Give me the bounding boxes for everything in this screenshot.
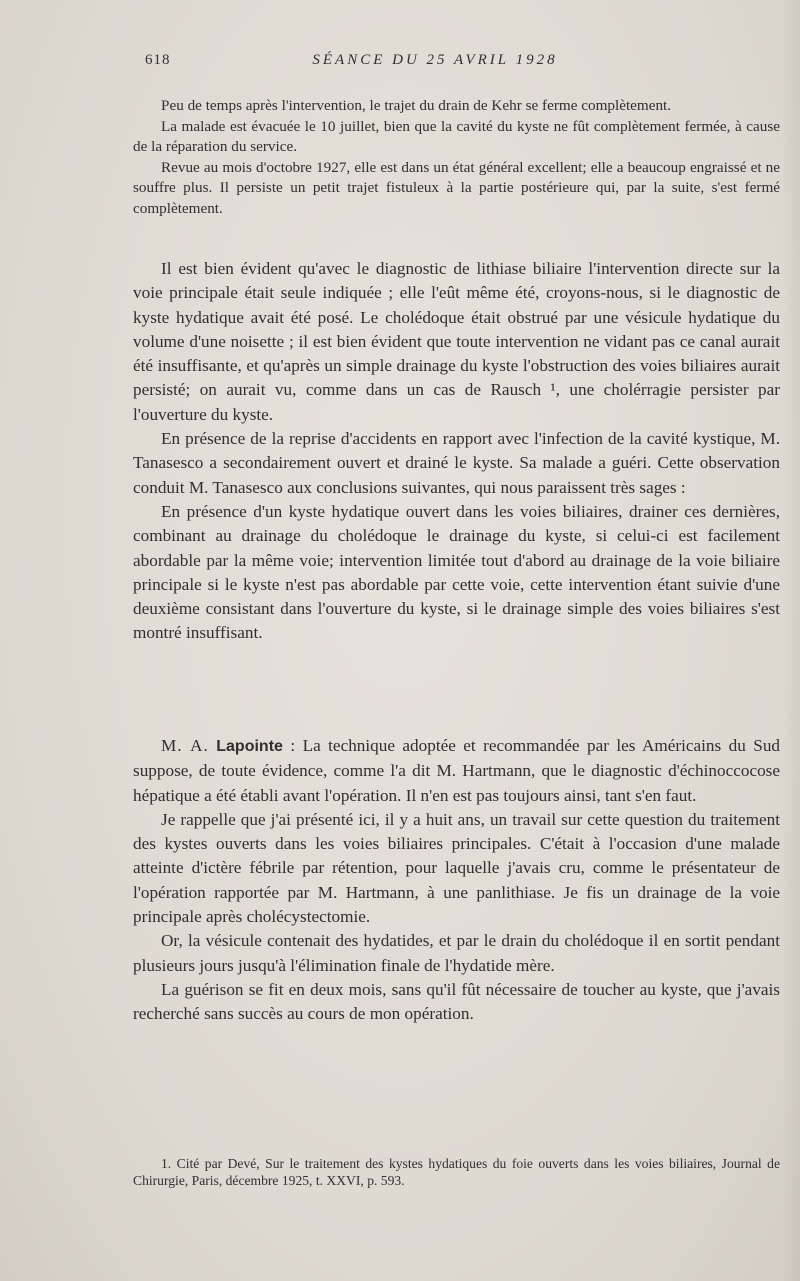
speaker-text: : La technique adoptée et recommandée par les Américains du Sud suppose, de toute évidence, comme l'a dit M. Hartmann, que le diagnostic d'échinoccocose hépatique a été établi avant l'opération. Il n'en est pas toujours ainsi, tant s'en faut. <box>133 736 781 805</box>
page-number: 618 <box>145 52 171 68</box>
paragraph: En présence d'un kyste hydatique ouvert dans les voies biliaires, drainer ces dernières, combinant au drainage du cholédoque le drainage du kyste, si celui-ci est facilement abordable par la même voie; intervention limitée tout d'abord au drainage de la voie biliaire principale si le kyste n'est pas abordable par cette voie, cette intervention étant suivie d'une deuxième consistant dans l'ouverture du kyste, si le drainage simple des voies biliaires s'est montré insuffisant. <box>133 501 780 643</box>
footnote-text: 1. Cité par Devé, Sur le traitement des kystes hydatiques du foie ouverts dans les voies biliaires, Journal de Chirurgie, Paris, décembre 1925, t. XXVI, p. 593. <box>133 1156 780 1188</box>
paragraph: Or, la vésicule contenait des hydatides, et par le drain du cholédoque il en sortit pendant plusieurs jours jusqu'à l'élimination finale de l'hydatide mère. <box>133 931 780 975</box>
paragraph: Revue au mois d'octobre 1927, elle est dans un état général excellent; elle a beaucoup engraissé et ne souffre plus. Il persiste un petit trajet fistuleux à la partie postérieure qui, par la suite, s'est fermé complètement. <box>133 158 780 217</box>
paragraph: Peu de temps après l'intervention, le trajet du drain de Kehr se ferme complètement. <box>161 97 672 114</box>
running-head <box>145 52 785 76</box>
speaker-prefix: M. A. <box>161 736 209 755</box>
footnote <box>133 1155 780 1189</box>
paragraph: La guérison se fit en deux mois, sans qu'il fût nécessaire de toucher au kyste, que j'avais recherché sans succès au cours de mon opération. <box>133 979 780 1024</box>
discussion-section <box>133 257 780 646</box>
paragraph: Il est bien évident qu'avec le diagnostic de lithiase biliaire l'intervention directe sur la voie principale était seule indiquée ; elle l'eût même été, croyons-nous, si le diagnostic de kyste hydatique avait été posé. Le cholédoque était obstrué par une vésicule hydatique du volume d'une noisette ; il est bien évident que toute intervention ne vidant pas ce canal aurait été insuffisante, et qu'après un simple drainage du kyste l'obstruction des voies biliaires aurait persisté; on aurait vu, comme dans un cas de Rausch ¹, une cholérragie persister par l'ouverture du kyste. <box>133 259 780 424</box>
session-title: SÉANCE DU 25 AVRIL 1928 <box>312 52 558 68</box>
speaker-name: Lapointe <box>216 738 283 755</box>
page-edge-shadow <box>782 0 800 1281</box>
case-report-conclusion <box>133 96 780 220</box>
paragraph: En présence de la reprise d'accidents en rapport avec l'infection de la cavité kystique, M. Tanasesco a secondairement ouvert et drainé le kyste. Sa malade a guéri. Cette observation conduit M. Tanasesco aux conclusions suivantes, qui nous paraissent très sages : <box>133 429 780 497</box>
paragraph: La malade est évacuée le 10 juillet, bien que la cavité du kyste ne fût complètement fermée, à cause de la réparation du service. <box>133 117 780 156</box>
paragraph: Je rappelle que j'ai présenté ici, il y a huit ans, un travail sur cette question du traitement des kystes ouverts dans les voies biliaires principales. C'était à l'occasion d'une malade atteinte d'ictère fébrile par rétention, pour laquelle j'avais cru, comme le présentateur de l'opération rapportée par M. Hartmann, à une panlithiase. Je fis un drainage de la voie principale après cholécystectomie. <box>133 809 780 927</box>
speaker-paragraph <box>133 734 780 808</box>
lapointe-remarks <box>133 734 780 1027</box>
